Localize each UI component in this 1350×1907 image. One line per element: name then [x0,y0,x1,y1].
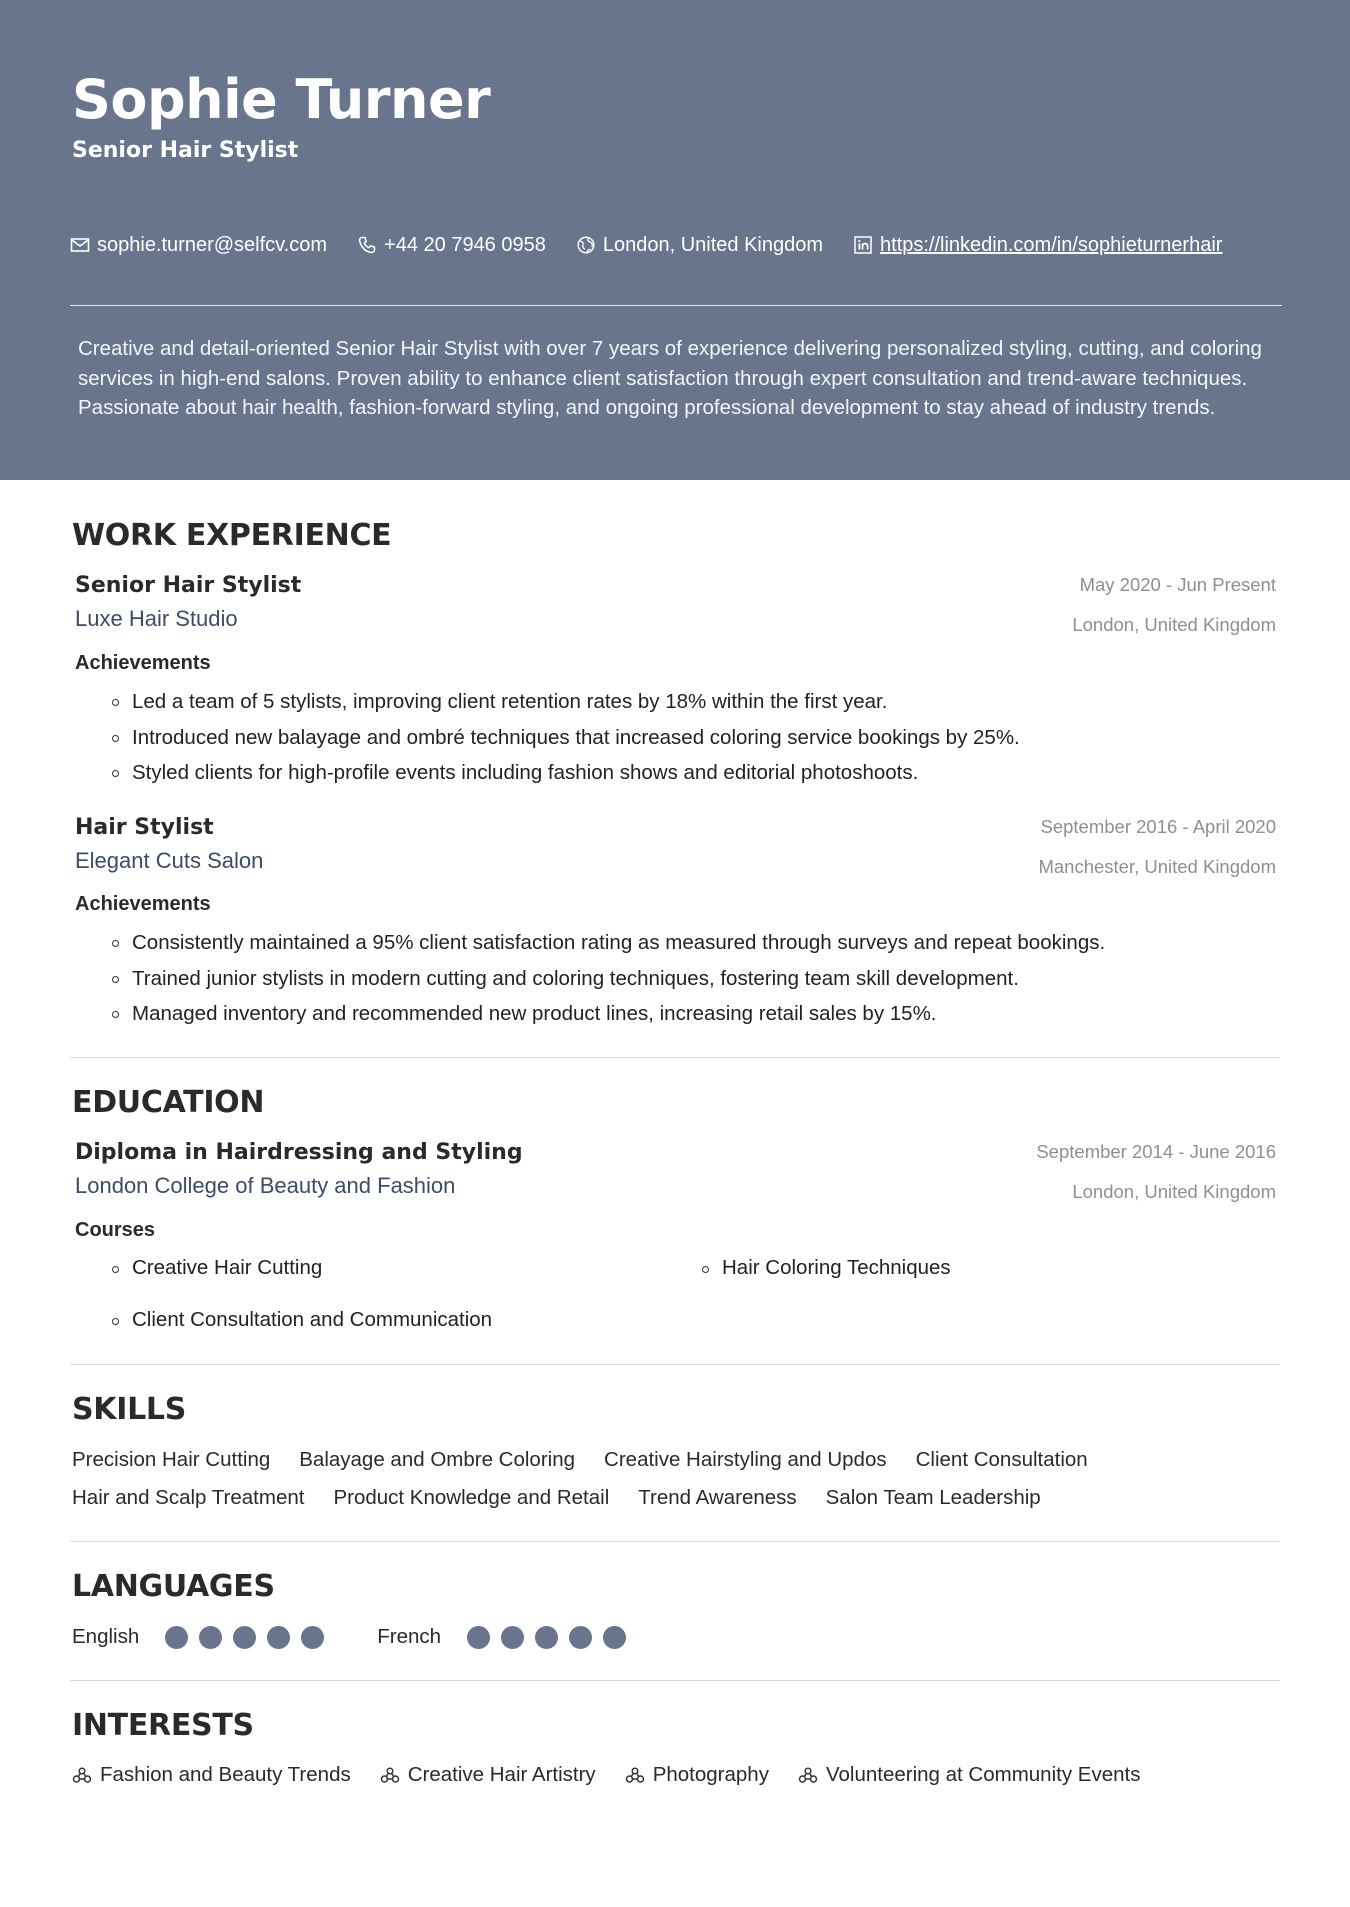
education-location: London, United Kingdom [1072,1181,1276,1202]
skill-tag: Balayage and Ombre Coloring [299,1448,576,1471]
resume-header [0,0,1350,480]
degree-title: Diploma in Hairdressing and Styling [75,1140,523,1165]
skill-tag: Hair and Scalp Treatment [72,1486,305,1509]
list-item: Styled clients for high-profile events including fashion shows and editorial photoshoots. [112,758,1020,794]
achievements-label: Achievements [75,893,211,915]
interest-label: Photography [652,1763,769,1786]
proficiency-dots [165,1626,335,1649]
list-item: Trained junior stylists in modern cutting and coloring techniques, fostering team skill development. [112,964,1105,1000]
languages-heading: LANGUAGES [72,1569,275,1604]
location-text: London, United Kingdom [602,233,824,256]
interests-row [72,1760,1169,1790]
email-text: sophie.turner@selfcv.com [97,233,328,256]
skill-tag: Client Consultation [915,1448,1088,1471]
employer-name: Luxe Hair Studio [75,606,238,631]
skill-tag: Precision Hair Cutting [72,1448,271,1471]
courses-label: Courses [75,1219,156,1241]
interest-icon [72,1765,92,1785]
languages-row [72,1622,679,1652]
proficiency-dot [569,1626,592,1649]
skill-tag: Creative Hairstyling and Updos [604,1448,887,1471]
section-divider [70,1680,1280,1681]
proficiency-dot [501,1626,524,1649]
achievements-list [112,928,1105,1035]
skills-row [72,1486,1070,1510]
contact-location [576,234,823,257]
education-heading: EDUCATION [72,1085,265,1120]
skill-tag: Product Knowledge and Retail [333,1486,610,1509]
header-divider [70,305,1282,306]
contact-bar [70,230,1252,260]
course-item: Client Consultation and Communication [112,1308,492,1332]
interests-heading: INTERESTS [72,1708,254,1743]
work-experience-heading: WORK EXPERIENCE [72,518,392,553]
job-location: London, United Kingdom [1072,614,1276,635]
candidate-title: Senior Hair Stylist [72,138,299,163]
job-dates: May 2020 - Jun Present [1079,574,1276,595]
interest-label: Volunteering at Community Events [825,1763,1141,1786]
language-item [72,1625,335,1649]
job-location: Manchester, United Kingdom [1038,856,1276,877]
interest-item [72,1763,351,1787]
linkedin-link[interactable]: https://linkedin.com/in/sophieturnerhair [880,233,1223,256]
phone-icon [357,235,377,255]
interest-item [798,1763,1141,1787]
envelope-icon [70,235,90,255]
section-divider [70,1364,1280,1365]
proficiency-dot [199,1626,222,1649]
interest-icon [798,1765,818,1785]
language-name: French [377,1625,442,1648]
proficiency-dot [267,1626,290,1649]
globe-icon [576,235,596,255]
school-name: London College of Beauty and Fashion [75,1173,456,1198]
job-dates: September 2016 - April 2020 [1040,816,1276,837]
section-divider [70,1057,1280,1058]
skill-tag: Salon Team Leadership [825,1486,1041,1509]
achievements-label: Achievements [75,652,211,674]
interest-icon [625,1765,645,1785]
job-title: Hair Stylist [75,815,214,840]
list-item: Consistently maintained a 95% client satisfaction rating as measured through surveys and repeat bookings. [112,928,1105,964]
proficiency-dot [535,1626,558,1649]
professional-summary: Creative and detail-oriented Senior Hair Stylist with over 7 years of experience delivering personalized styling, cutting, and coloring services in high-end salons. Proven ability to enhance client satisfaction through expert consultation and trend-aware techniques. Passionate about hair health, fashion-forward styling, and ongoing professional development to stay ahead of industry trends. [78,337,1262,419]
contact-email[interactable] [70,234,327,257]
course-item: Creative Hair Cutting [112,1256,322,1280]
candidate-name: Sophie Turner [72,68,491,131]
proficiency-dots [467,1626,637,1649]
skills-row [72,1448,1117,1472]
skill-tag: Trend Awareness [638,1486,797,1509]
interest-label: Fashion and Beauty Trends [100,1763,351,1786]
proficiency-dot [165,1626,188,1649]
job-title: Senior Hair Stylist [75,573,302,598]
list-item: Led a team of 5 stylists, improving client retention rates by 18% within the first year. [112,687,1020,723]
list-item: Introduced new balayage and ombré techniques that increased coloring service bookings by 25%. [112,723,1020,759]
employer-name: Elegant Cuts Salon [75,848,264,873]
course-item: Hair Coloring Techniques [702,1256,951,1280]
section-divider [70,1541,1280,1542]
proficiency-dot [301,1626,324,1649]
language-item [377,1625,637,1649]
contact-linkedin[interactable] [853,234,1222,257]
interest-icon [380,1765,400,1785]
proficiency-dot [603,1626,626,1649]
proficiency-dot [467,1626,490,1649]
interest-item [625,1763,769,1787]
interest-label: Creative Hair Artistry [407,1763,596,1786]
contact-phone[interactable] [357,234,546,257]
list-item: Managed inventory and recommended new product lines, increasing retail sales by 15%. [112,999,1105,1035]
interest-item [380,1763,596,1787]
linkedin-icon [853,235,873,255]
skills-heading: SKILLS [72,1392,187,1427]
education-dates: September 2014 - June 2016 [1036,1141,1276,1162]
proficiency-dot [233,1626,256,1649]
achievements-list [112,687,1020,794]
language-name: English [72,1625,140,1648]
phone-text: +44 20 7946 0958 [384,233,546,256]
